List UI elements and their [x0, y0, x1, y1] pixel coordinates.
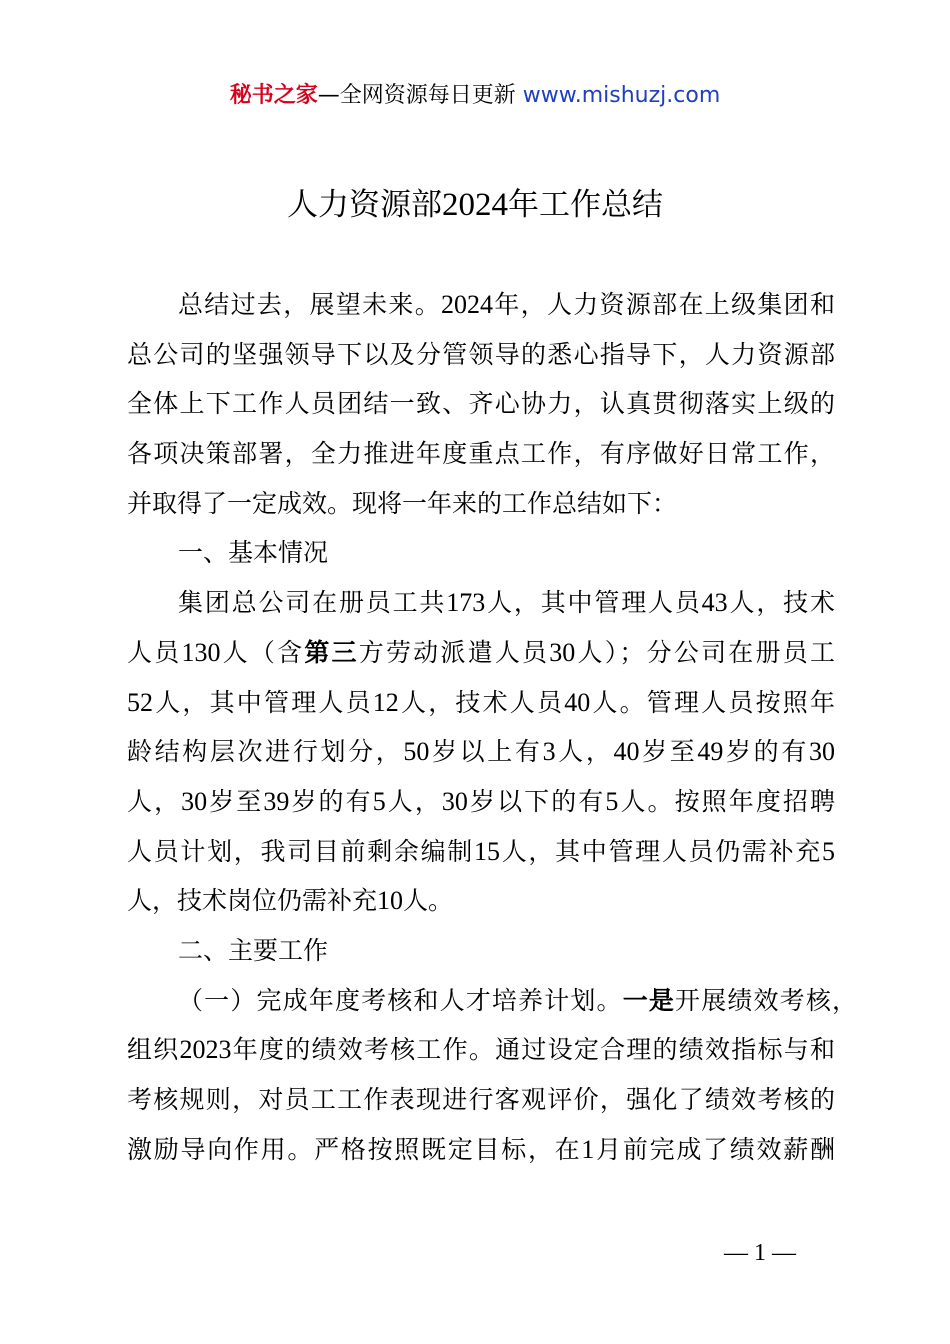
section-heading: 一、基本情况 — [178, 538, 329, 568]
paragraph-line — [127, 578, 835, 628]
site-brand: 秘书之家 — [229, 83, 318, 108]
text-run: 年，人力资源部在上级集团和 — [493, 290, 835, 319]
text-run: 开展绩效考核， — [675, 985, 857, 1015]
text-run: 集团总公司在册员工共 — [178, 588, 447, 618]
paragraph-line — [127, 1025, 835, 1075]
number-run: 5 — [822, 836, 835, 866]
paragraph-line — [127, 727, 835, 777]
text-run: 人，技术人员 — [398, 687, 565, 717]
document-body — [127, 280, 857, 1174]
text-run: 人员 — [127, 637, 182, 667]
number-run: 12 — [372, 687, 399, 717]
text-run: 组织 — [127, 1035, 180, 1065]
paragraph-line — [127, 827, 835, 877]
text-run: 人。按照年度招聘 — [618, 786, 835, 816]
number-run: 30 — [808, 737, 835, 767]
site-url-link[interactable]: www.mishuzj.com — [522, 83, 721, 108]
number-run: 2023 — [179, 1035, 232, 1065]
number-run: 30 — [441, 786, 468, 816]
text-run: 年度的绩效考核工作。通过设定合理的绩效指标与和 — [231, 1035, 835, 1065]
paragraph-line: 并取得了一定成效。现将一年来的工作总结如下： — [127, 488, 678, 518]
page-number: — 1 — — [724, 1240, 796, 1266]
number-run: 30 — [181, 786, 208, 816]
text-run: 激励导向作用。严格按照既定目标，在 — [127, 1134, 582, 1164]
number-run: 173 — [446, 588, 486, 618]
bold-run: 一是 — [622, 985, 676, 1015]
text-run: 人。管理人员按照年 — [590, 687, 835, 717]
number-run: 43 — [701, 588, 728, 618]
text-run: 人，其中管理人员 — [485, 588, 702, 618]
number-run: 130 — [181, 637, 221, 667]
number-run: 1 — [581, 1134, 595, 1164]
number-run: 40 — [564, 687, 591, 717]
number-run: 39 — [263, 786, 290, 816]
text-run: 岁以上有 — [429, 737, 543, 767]
paragraph-line — [127, 1125, 835, 1175]
text-run: 人， — [127, 786, 182, 816]
paragraph-line — [127, 280, 835, 330]
paragraph-line — [127, 678, 835, 728]
text-run: 总结过去，展望未来。 — [178, 290, 442, 319]
number-run: 52 — [127, 687, 153, 717]
text-run: 月前完成了绩效薪酬 — [594, 1134, 835, 1164]
text-run: 岁至 — [207, 786, 264, 816]
paragraph-line: 全体上下工作人员团结一致、齐心协力，认真贯彻落实上级的 — [127, 389, 835, 419]
text-run: 岁的有 — [289, 786, 373, 816]
text-run: 人，其中管理人员仍需补充 — [500, 836, 822, 866]
number-run: 5 — [605, 786, 619, 816]
text-run: 人，技术岗位仍需补充 — [127, 886, 378, 916]
bold-run: 第三 — [304, 637, 359, 667]
paragraph-line — [127, 628, 835, 678]
number-run: 49 — [697, 737, 724, 767]
number-run: 10 — [377, 886, 404, 916]
text-run: 人员计划，我司目前剩余编制 — [127, 836, 474, 866]
text-run: 人，其中管理人员 — [153, 687, 373, 717]
text-run: 岁的有 — [723, 737, 809, 767]
text-run: 龄结构层次进行划分， — [127, 737, 404, 767]
text-run: 人， — [385, 786, 442, 816]
number-run: 5 — [372, 786, 386, 816]
section-heading: 二、主要工作 — [178, 935, 329, 965]
title-text: 年工作总结 — [508, 187, 663, 223]
paragraph-line — [127, 976, 857, 1026]
paragraph-line: 各项决策部署，全力推进年度重点工作，有序做好日常工作， — [127, 439, 835, 469]
number-run: 40 — [613, 737, 640, 767]
text-run: 方劳动派遣人员 — [358, 637, 550, 667]
text-run: 人， — [555, 737, 614, 767]
paragraph-line: 考核规则，对员工工作表现进行客观评价，强化了绩效考核的 — [127, 1085, 835, 1114]
text-run: 岁以下的有 — [467, 786, 606, 816]
text-run: 人）；分公司在册员工 — [575, 637, 835, 667]
text-run: 人（含 — [220, 637, 305, 667]
paragraph-line — [127, 876, 835, 926]
number-run: 2024 — [441, 290, 494, 319]
site-banner — [0, 80, 950, 112]
title-text: 人力资源部 — [287, 187, 442, 223]
text-run: （一）完成年度考核和人才培养计划。 — [178, 985, 623, 1015]
paragraph-line — [127, 777, 835, 827]
document-title — [0, 183, 950, 227]
number-run: 15 — [474, 836, 500, 866]
text-run: 人，技术 — [727, 588, 835, 618]
text-run: 岁至 — [639, 737, 698, 767]
number-run: 3 — [542, 737, 556, 767]
number-run: 30 — [549, 637, 576, 667]
number-run: 50 — [403, 737, 430, 767]
site-tagline: —全网资源每日更新 — [317, 83, 516, 108]
title-year: 2024 — [442, 187, 508, 223]
paragraph-line: 总公司的坚强领导下以及分管领导的悉心指导下，人力资源部 — [127, 339, 835, 369]
text-run: 人。 — [403, 886, 454, 916]
